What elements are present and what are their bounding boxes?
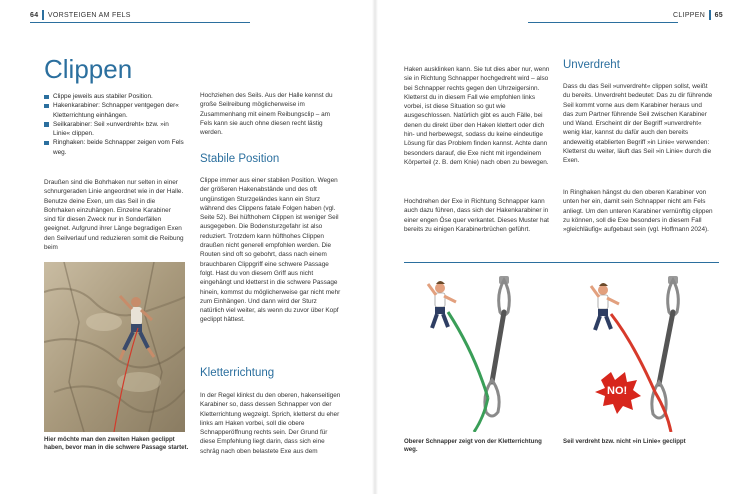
figure-top-rule — [404, 262, 719, 263]
summary-bullets — [44, 92, 184, 157]
quickdraw-wrong-illustration — [563, 272, 713, 432]
unverdreht-heading: Unverdreht — [563, 59, 620, 71]
ring-body: In Ringhaken hängst du den oberen Karabiner von unten her ein, damit sein Schnapper nicht am Fels anliegt. Um den unteren Karabiner vernünftig clippen zu können, soll die Exe besonders in diesem Fall »gleichläufig« aufgebaut sein (vgl. Hoffmann 2024). — [563, 189, 713, 234]
head-divider — [709, 10, 711, 20]
right-page-number: 65 — [714, 11, 723, 19]
left-running-head — [30, 10, 131, 20]
bullet-item: Ringhaken: beide Schnapper zeigen vom Fels weg. — [44, 138, 184, 157]
no-badge-label: NO! — [607, 385, 628, 397]
kletter-body: In der Regel klinkst du den oberen, hakenseitigen Karabiner so, dass dessen Schnapper von der Kletterrichtung wegzeigt. Sprich, kletterst du eher links am Haken vorbei, soll die obere Schnapperöffnung rechts sein. Der Grund für diese Empfehlung liegt darin, dass sich eine schräg nach oben belastete Exe aus dem — [200, 392, 341, 455]
bullet-item: Seilkarabiner: Seil »unverdreht« bzw. »in Linie« clippen. — [44, 120, 184, 139]
page-title: Clippen — [44, 54, 133, 84]
left-head-rule — [30, 22, 250, 23]
bullet-item: Hakenkarabiner: Schnapper ventgegen der« Kletterrichtung einhängen. — [44, 101, 184, 120]
photo-caption: Hier möchte man den zweiten Haken geclippt haben, bevor man in die schwere Passage startet. — [44, 436, 189, 452]
climber-photo — [44, 262, 185, 432]
right-section-title: CLIPPEN — [673, 11, 706, 19]
col1-body: Draußen sind die Bohrhaken nur selten in einer schnurgeraden Linie angeordnet wie in der Halle. Benutze deine Exen, um das Seil in die Bohrhaken einzuhängen. Einzelne Karabiner sind für diesen Zweck nur in Sonderfällen geeignet. Aufgrund ihrer Länge begradigen Exen den Seilverlauf und reduzieren somit die Reibung beim — [44, 179, 184, 252]
col3-bottom: Hochdrehen der Exe in Richtung Schnapper kann auch dazu führen, dass sich der Hakenkarabiner in einer engen Öse quer verkantet. Dieses Muster hat bereits zu einigen Karabinerbrüchen geführt. — [404, 198, 549, 233]
figure1-caption: Oberer Schnapper zeigt von der Kletterrichtung weg. — [404, 438, 542, 454]
figure2-caption: Seil verdreht bzw. nicht »in Linie« geclippt — [563, 438, 686, 445]
head-divider — [42, 10, 44, 20]
stable-body: Clippe immer aus einer stabilen Position. Wegen der größeren Hakenabstände und des oft ungünstigen Sturzgeländes kann ein Sturz während des Clippens fatale Folgen haben (vgl. Seite 52). Bei hüfthohem Clippen ist weniger Seil ausgegeben. Die Bodensturzgefahr ist also reduziert. Trotzdem kann hüfthohes Clippen draußen nicht generell empfohlen werden. Die Routen sind oft so gebohrt, dass nach einem brauchbaren Clippgriff eine schwere Passage folgt. Hast du von diesem Griff aus nicht eingehängt und kletterst in die schwere Passage hinein, kommst du möglicherweise gar nicht mehr zum Einhängen. Und dann wird der Sturz natürlich viel weiter, als wenn du zuvor über Kopf geclippt hättest. — [200, 177, 341, 324]
right-running-head — [673, 10, 723, 20]
bullet-item: Clippe jeweils aus stabiler Position. — [44, 92, 184, 101]
unverdreht-body: Dass du das Seil »unverdreht« clippen sollst, weißt du bereits. Unverdreht bedeutet: Das zu dir führende Seil kommt vorne aus dem Karabiner heraus und das zum Partner führende Seil zwischen Karabiner und Wand. Erscheint dir der Begriff »unverdreht« wenig klar, kannst du dafür auch den bereits andeweitig etablierten Begriff »in Linie« verwenden: Kletterst du weiter, läuft das Seil »in Linie« durch die Exen. — [563, 83, 713, 165]
quickdraw-correct-illustration — [404, 272, 554, 432]
col2-top: Hochziehen des Seils. Aus der Halle kennst du große Seilreibung möglicherweise im Zusammenhang mit einem Reibungsclip – am Fels kann sie auch ohne diesen recht lästig werden. — [200, 92, 333, 137]
stable-heading: Stabile Position — [200, 153, 280, 165]
figure-correct-clip — [404, 272, 554, 432]
col3-top: Haken ausklinken kann. Sie tut dies aber nur, wenn sie in Richtung Schnapper hochgedreht wird – also bei Schnapper rechts gegen den Uhrzeigersinn. Kletterst du in diesem Fall wie empfohlen links vorbei, ist diese Situation so gut wie ausgeschlossen. Natürlich gibt es auch Fälle, bei denen du direkt über den Haken klettert oder dich hin- und herbewegst, sodass du keine eindeutige Lösung für das Problem finden kannst. Achte dann besonders darauf, die Exe nicht mit irgendeinem Körperteil (z. B. dem Knie) nach oben zu bewegen. — [404, 66, 550, 166]
figure-wrong-clip — [563, 272, 713, 432]
book-gutter — [372, 0, 378, 494]
right-head-rule — [528, 22, 678, 23]
left-section-title: VORSTEIGEN AM FELS — [47, 11, 131, 19]
left-page-number: 64 — [30, 11, 39, 19]
climber-photo-image — [44, 262, 185, 432]
kletter-heading: Kletterrichtung — [200, 367, 275, 379]
